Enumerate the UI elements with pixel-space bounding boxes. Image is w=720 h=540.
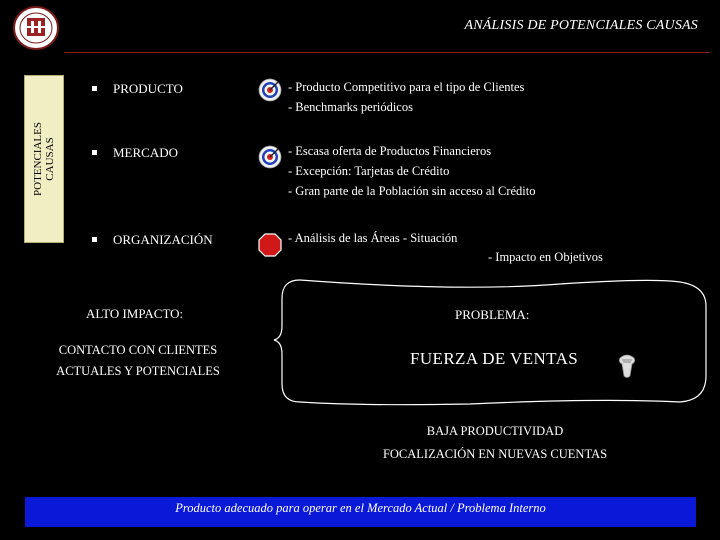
detail-line: - Excepción: Tarjetas de Crédito [288, 164, 450, 178]
bullet-icon [92, 150, 97, 155]
detail-line: - Benchmarks periódicos [288, 100, 413, 114]
side-label-line2: CAUSAS [44, 137, 56, 181]
side-label-tab [24, 75, 64, 243]
impact-line: ACTUALES Y POTENCIALES [56, 364, 220, 378]
cause-item-producto [92, 81, 183, 97]
target-icon [258, 78, 282, 102]
detail-line: - Gran parte de la Población sin acceso al Crédito [288, 184, 536, 198]
detail-line: - Escasa oferta de Productos Financieros [288, 144, 492, 158]
problem-detail-line: FOCALIZACIÓN EN NUEVAS CUENTAS [382, 447, 608, 461]
cause-label: PRODUCTO [113, 81, 183, 96]
problem-detail [360, 420, 630, 466]
cause-item-organizacion [92, 232, 213, 248]
footer-text: Producto adecuado para operar en el Mercado Actual / Problema Interno [175, 501, 546, 515]
detail-line: - Análisis de las Áreas - Situación [288, 231, 458, 245]
detail-line: - Producto Competitivo para el tipo de Clientes [288, 80, 525, 94]
header-divider [64, 52, 710, 53]
hand-icon [616, 352, 638, 380]
problem-brace [270, 276, 710, 406]
target-icon [258, 145, 282, 169]
bullet-icon [92, 237, 97, 242]
cause-label: ORGANIZACIÓN [113, 232, 213, 247]
stop-sign-icon [258, 233, 282, 257]
detail-line: - Impacto en Objetivos [488, 250, 603, 264]
page-title: ANÁLISIS DE POTENCIALES CAUSAS [464, 18, 698, 33]
impact-detail [40, 340, 236, 382]
cause-item-mercado [92, 145, 178, 161]
impact-line: CONTACTO CON CLIENTES [58, 343, 218, 357]
cause-label: MERCADO [113, 145, 179, 160]
cause-detail-mercado [288, 141, 535, 201]
footer-banner [25, 497, 696, 527]
impact-heading: ALTO IMPACTO: [86, 306, 184, 321]
university-seal-logo [12, 6, 60, 50]
cause-detail-producto [288, 77, 524, 117]
problem-detail-line: BAJA PRODUCTIVIDAD [426, 424, 564, 438]
problem-main: FUERZA DE VENTAS [410, 349, 579, 368]
bullet-icon [92, 86, 97, 91]
side-label-line1: POTENCIALES [32, 122, 44, 196]
problem-heading: PROBLEMA: [455, 307, 530, 322]
cause-detail-organizacion [288, 228, 457, 248]
